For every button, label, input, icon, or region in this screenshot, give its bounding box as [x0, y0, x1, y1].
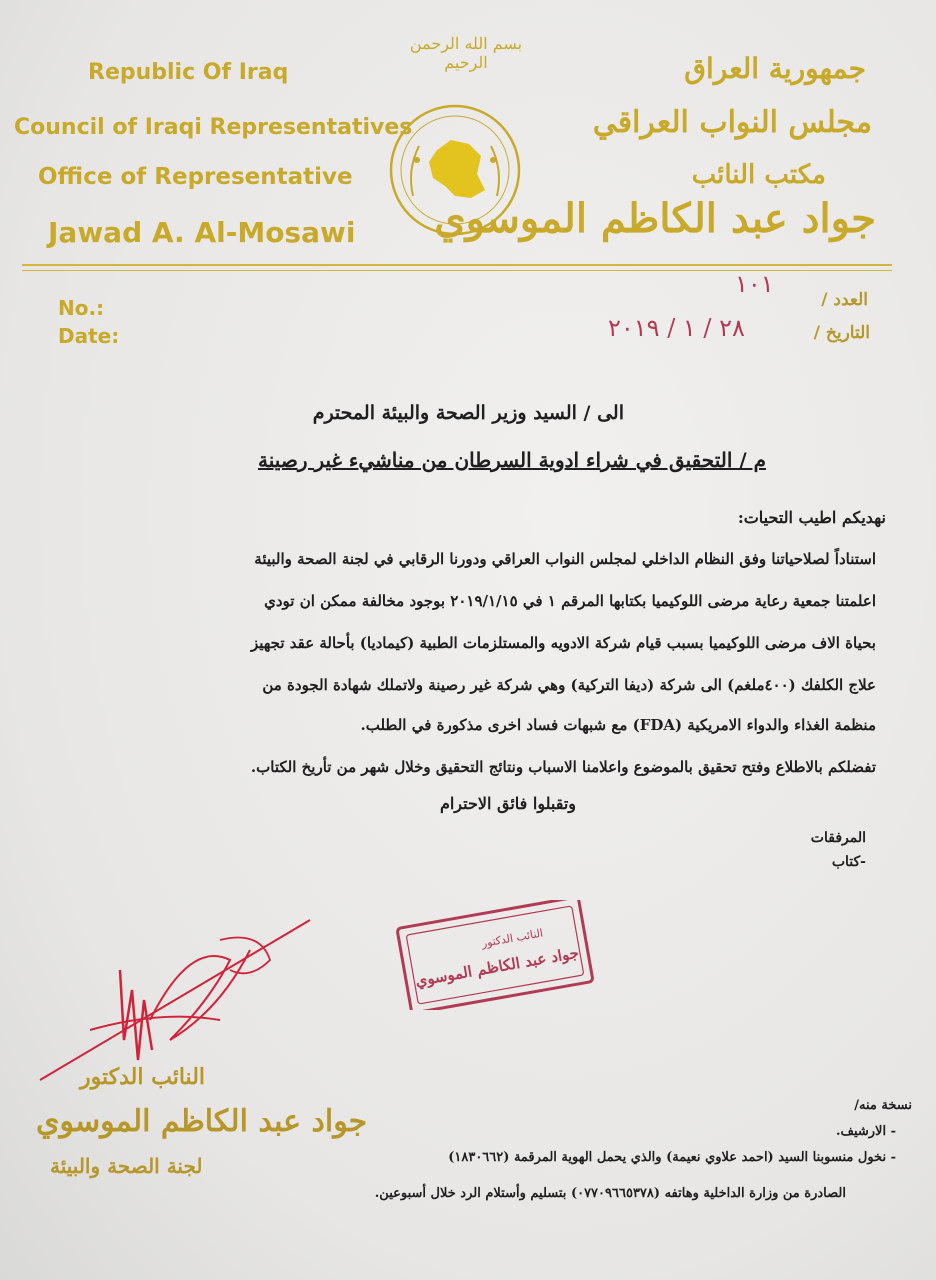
header-en-office: Office of Representative [38, 164, 353, 190]
signatory-title: النائب الدكتور [80, 1064, 206, 1090]
paragraph-line: بحياة الاف مرضى اللوكيميا بسبب قيام شركة الادويه والمستلزمات الطبية (كيماديا) بأحالة عقد تجهيز [250, 634, 876, 652]
header-divider [22, 264, 892, 266]
attachments-item: -كتاب [831, 854, 866, 870]
header-ar-country: جمهورية العراق [684, 52, 866, 85]
greeting: نهديكم اطيب التحيات: [737, 508, 886, 527]
copies-label: نسخة منه/ [854, 1098, 912, 1113]
subject-line: م / التحقيق في شراء ادوية السرطان من مناشيء غير رصينة [258, 448, 766, 472]
number-label-ar: العدد / [821, 290, 868, 310]
handwritten-number: ١٠١ [735, 270, 774, 298]
signatory-name: جواد عبد الكاظم الموسوي [36, 1104, 368, 1139]
basmala-calligraphy: بسم الله الرحمن الرحيم [409, 34, 523, 72]
stamp-title: النائب الدكتور [480, 926, 545, 951]
copy-recipient-detail: الصادرة من وزارة الداخلية وهاتفه (٠٧٧٠٩٦٦٥٣٧٨) بتسليم وأستلام الرد خلال أسبوعين. [374, 1186, 846, 1201]
header-ar-office: مكتب النائب [691, 160, 826, 190]
copy-recipient: - الارشيف. [835, 1124, 896, 1139]
paragraph-line: منظمة الغذاء والدواء الامريكية (FDA) مع شبهات فساد اخرى مذكورة في الطلب. [360, 716, 876, 734]
attachments-label: المرفقات [810, 830, 866, 846]
handwritten-date: ٢٨ / ١ / ٢٠١٩ [608, 314, 745, 342]
closing-regards: وتقبلوا فائق الاحترام [439, 794, 576, 813]
header-ar-name: جواد عبد الكاظم الموسوي [434, 195, 876, 242]
header-ar-council: مجلس النواب العراقي [592, 105, 872, 140]
recipient-line: الى / السيد وزير الصحة والبيئة المحترم [312, 402, 624, 424]
signatory-committee: لجنة الصحة والبيئة [50, 1154, 203, 1178]
date-label-en: Date: [58, 324, 120, 348]
copy-recipient: - نخول منسوبنا السيد (احمد علاوي نعيمة) والذي يحمل الهوية المرقمة (١٨٣٠٦٦٢) [448, 1150, 896, 1165]
header-en-council: Council of Iraqi Representatives [14, 115, 413, 140]
official-stamp [395, 900, 595, 1010]
date-label-ar: التاريخ / [813, 323, 870, 343]
paragraph-line: علاج الكلفك (٤٠٠ملغم) الى شركة (ديفا التركية) وهي شركة غير رصينة ولاتملك شهادة الجودة من [262, 676, 876, 694]
paragraph-line: تفضلكم بالاطلاع وفتح تحقيق بالموضوع واعلامنا الاسباب ونتائج التحقيق وخلال شهر من تأريخ الكتاب. [250, 758, 876, 776]
paragraph-line: استناداً لصلاحياتنا وفق النظام الداخلي لمجلس النواب العراقي ودورنا الرقابي في لجنة الصحة والبيئة [254, 550, 876, 568]
stamp-name: جواد عبد الكاظم الموسوي [413, 943, 581, 991]
number-label-en: No.: [58, 296, 105, 320]
header-en-name: Jawad A. Al-Mosawi [48, 216, 356, 249]
paragraph-line: اعلمتنا جمعية رعاية مرضى اللوكيميا بكتابها المرقم ١ في ٢٠١٩/١/١٥ بوجود مخالفة ممكن ان تودي [264, 592, 876, 610]
header-en-country: Republic Of Iraq [88, 60, 289, 85]
